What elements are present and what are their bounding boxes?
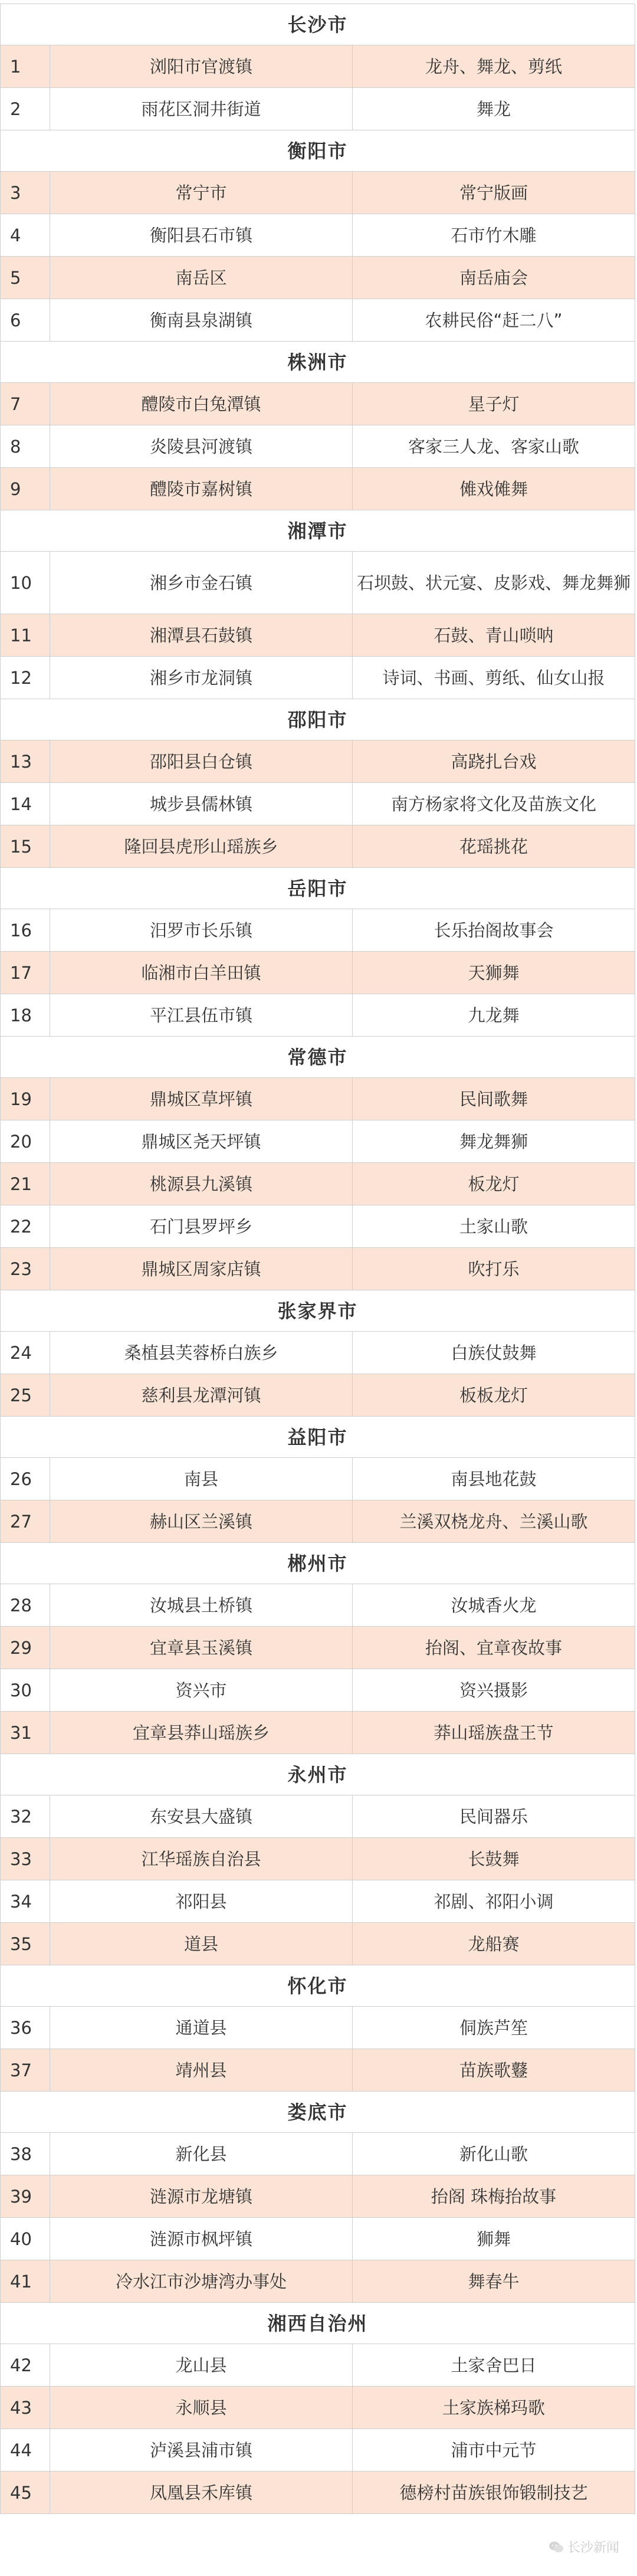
town-name: 衡南县泉湖镇 [50, 299, 353, 342]
city-name: 株洲市 [1, 342, 635, 383]
city-name: 长沙市 [1, 4, 635, 45]
row-number: 32 [1, 1795, 50, 1838]
row-number: 7 [1, 383, 50, 425]
town-name: 冷水江市沙塘湾办事处 [50, 2260, 353, 2303]
city-header-row [1, 1543, 635, 1584]
heritage-item: 苗族歌鼟 [353, 2049, 635, 2092]
watermark-text: 长沙新闻 [567, 2541, 619, 2555]
town-name: 衡阳县石市镇 [50, 214, 353, 257]
town-name: 汨罗市长乐镇 [50, 909, 353, 952]
town-name: 湘乡市龙洞镇 [50, 657, 353, 699]
heritage-item: 白族仗鼓舞 [353, 1332, 635, 1374]
table-row [1, 994, 635, 1037]
heritage-item: 土家族梯玛歌 [353, 2387, 635, 2429]
city-header-row [1, 1417, 635, 1458]
table-row [1, 1669, 635, 1712]
town-name: 鼎城区草坪镇 [50, 1078, 353, 1120]
table-row [1, 1374, 635, 1417]
table-row [1, 1458, 635, 1500]
row-number: 27 [1, 1500, 50, 1543]
city-header-row [1, 342, 635, 383]
row-number: 17 [1, 952, 50, 994]
row-number: 43 [1, 2387, 50, 2429]
heritage-item: 客家三人龙、客家山歌 [353, 425, 635, 468]
table-row [1, 909, 635, 952]
city-name: 湘潭市 [1, 510, 635, 552]
city-name: 郴州市 [1, 1543, 635, 1584]
row-number: 19 [1, 1078, 50, 1120]
city-name: 永州市 [1, 1754, 635, 1795]
heritage-item: 石鼓、青山唢呐 [353, 614, 635, 657]
table-row [1, 257, 635, 299]
city-header-row [1, 1037, 635, 1078]
heritage-item: 祁剧、祁阳小调 [353, 1880, 635, 1923]
heritage-town-table-wrapper [0, 4, 635, 2514]
row-number: 12 [1, 657, 50, 699]
row-number: 9 [1, 468, 50, 510]
table-row [1, 1838, 635, 1880]
table-row [1, 1880, 635, 1923]
row-number: 39 [1, 2175, 50, 2218]
heritage-item: 常宁版画 [353, 172, 635, 214]
row-number: 25 [1, 1374, 50, 1417]
table-row [1, 740, 635, 783]
city-name: 岳阳市 [1, 868, 635, 909]
town-name: 隆回县虎形山瑶族乡 [50, 825, 353, 868]
city-name: 衡阳市 [1, 130, 635, 172]
heritage-item: 狮舞 [353, 2218, 635, 2260]
town-name: 鼎城区周家店镇 [50, 1248, 353, 1290]
table-row [1, 2175, 635, 2218]
city-header-row [1, 2303, 635, 2344]
city-header-row [1, 1965, 635, 2007]
heritage-item: 高跷扎台戏 [353, 740, 635, 783]
heritage-item: 长鼓舞 [353, 1838, 635, 1880]
table-row [1, 1627, 635, 1669]
heritage-item: 舞春牛 [353, 2260, 635, 2303]
table-row [1, 552, 635, 614]
town-name: 涟源市枫坪镇 [50, 2218, 353, 2260]
heritage-item: 德榜村苗族银饰锻制技艺 [353, 2472, 635, 2514]
table-row [1, 1712, 635, 1754]
row-number: 23 [1, 1248, 50, 1290]
row-number: 20 [1, 1120, 50, 1163]
heritage-item: 新化山歌 [353, 2133, 635, 2175]
table-row [1, 1923, 635, 1965]
city-header-row [1, 699, 635, 740]
row-number: 38 [1, 2133, 50, 2175]
town-name: 邵阳县白仓镇 [50, 740, 353, 783]
row-number: 44 [1, 2429, 50, 2472]
table-row [1, 2007, 635, 2049]
table-row [1, 383, 635, 425]
table-row [1, 425, 635, 468]
city-name: 湘西自治州 [1, 2303, 635, 2344]
town-name: 湘潭县石鼓镇 [50, 614, 353, 657]
town-name: 宜章县莽山瑶族乡 [50, 1712, 353, 1754]
table-row [1, 88, 635, 130]
row-number: 26 [1, 1458, 50, 1500]
heritage-item: 抬阁 珠梅抬故事 [353, 2175, 635, 2218]
row-number: 41 [1, 2260, 50, 2303]
town-name: 凤凰县禾库镇 [50, 2472, 353, 2514]
town-name: 鼎城区尧天坪镇 [50, 1120, 353, 1163]
town-name: 浏阳市官渡镇 [50, 45, 353, 88]
heritage-item: 浦市中元节 [353, 2429, 635, 2472]
table-row [1, 1078, 635, 1120]
watermark [549, 2538, 619, 2556]
heritage-item: 星子灯 [353, 383, 635, 425]
table-row [1, 2429, 635, 2472]
row-number: 13 [1, 740, 50, 783]
town-name: 醴陵市嘉树镇 [50, 468, 353, 510]
town-name: 湘乡市金石镇 [50, 552, 353, 614]
town-name: 涟源市龙塘镇 [50, 2175, 353, 2218]
row-number: 37 [1, 2049, 50, 2092]
table-row [1, 825, 635, 868]
row-number: 35 [1, 1923, 50, 1965]
town-name: 南岳区 [50, 257, 353, 299]
heritage-item: 南县地花鼓 [353, 1458, 635, 1500]
row-number: 45 [1, 2472, 50, 2514]
heritage-item: 南岳庙会 [353, 257, 635, 299]
heritage-town-table [0, 4, 635, 2514]
city-header-row [1, 510, 635, 552]
table-row [1, 657, 635, 699]
town-name: 江华瑶族自治县 [50, 1838, 353, 1880]
row-number: 33 [1, 1838, 50, 1880]
row-number: 22 [1, 1205, 50, 1248]
table-row [1, 1500, 635, 1543]
city-name: 常德市 [1, 1037, 635, 1078]
row-number: 30 [1, 1669, 50, 1712]
city-name: 张家界市 [1, 1290, 635, 1332]
table-row [1, 2260, 635, 2303]
row-number: 3 [1, 172, 50, 214]
town-name: 石门县罗坪乡 [50, 1205, 353, 1248]
row-number: 28 [1, 1584, 50, 1627]
town-name: 临湘市白羊田镇 [50, 952, 353, 994]
table-row [1, 783, 635, 825]
row-number: 11 [1, 614, 50, 657]
city-header-row [1, 1754, 635, 1795]
town-name: 城步县儒林镇 [50, 783, 353, 825]
town-name: 平江县伍市镇 [50, 994, 353, 1037]
heritage-item: 民间器乐 [353, 1795, 635, 1838]
row-number: 29 [1, 1627, 50, 1669]
table-row [1, 2133, 635, 2175]
table-row [1, 2344, 635, 2387]
heritage-item: 板板龙灯 [353, 1374, 635, 1417]
town-name: 永顺县 [50, 2387, 353, 2429]
heritage-item: 龙船赛 [353, 1923, 635, 1965]
row-number: 10 [1, 552, 50, 614]
heritage-item: 民间歌舞 [353, 1078, 635, 1120]
town-name: 泸溪县浦市镇 [50, 2429, 353, 2472]
heritage-item: 农耕民俗“赶二八” [353, 299, 635, 342]
town-name: 道县 [50, 1923, 353, 1965]
row-number: 21 [1, 1163, 50, 1205]
heritage-item: 石市竹木雕 [353, 214, 635, 257]
heritage-item: 板龙灯 [353, 1163, 635, 1205]
town-name: 桃源县九溪镇 [50, 1163, 353, 1205]
town-name: 雨花区洞井街道 [50, 88, 353, 130]
table-row [1, 172, 635, 214]
city-header-row [1, 1290, 635, 1332]
heritage-item: 兰溪双桡龙舟、兰溪山歌 [353, 1500, 635, 1543]
row-number: 15 [1, 825, 50, 868]
heritage-item: 土家山歌 [353, 1205, 635, 1248]
heritage-item: 侗族芦笙 [353, 2007, 635, 2049]
town-name: 赫山区兰溪镇 [50, 1500, 353, 1543]
heritage-item: 舞龙 [353, 88, 635, 130]
table-row [1, 1120, 635, 1163]
row-number: 24 [1, 1332, 50, 1374]
town-name: 新化县 [50, 2133, 353, 2175]
table-row [1, 952, 635, 994]
heritage-item: 龙舟、舞龙、剪纸 [353, 45, 635, 88]
table-row [1, 1205, 635, 1248]
wechat-icon [549, 2541, 564, 2554]
town-name: 祁阳县 [50, 1880, 353, 1923]
town-name: 靖州县 [50, 2049, 353, 2092]
table-row [1, 2218, 635, 2260]
town-name: 汝城县土桥镇 [50, 1584, 353, 1627]
heritage-item: 诗词、书画、剪纸、仙女山报 [353, 657, 635, 699]
city-header-row [1, 2092, 635, 2133]
table-row [1, 2387, 635, 2429]
heritage-item: 傩戏傩舞 [353, 468, 635, 510]
row-number: 6 [1, 299, 50, 342]
city-name: 益阳市 [1, 1417, 635, 1458]
town-name: 宜章县玉溪镇 [50, 1627, 353, 1669]
heritage-item: 抬阁、宜章夜故事 [353, 1627, 635, 1669]
city-name: 邵阳市 [1, 699, 635, 740]
city-header-row [1, 130, 635, 172]
table-row [1, 1584, 635, 1627]
table-row [1, 1332, 635, 1374]
table-row [1, 1795, 635, 1838]
row-number: 14 [1, 783, 50, 825]
town-name: 醴陵市白兔潭镇 [50, 383, 353, 425]
row-number: 34 [1, 1880, 50, 1923]
town-name: 龙山县 [50, 2344, 353, 2387]
table-row [1, 614, 635, 657]
row-number: 1 [1, 45, 50, 88]
city-name: 怀化市 [1, 1965, 635, 2007]
town-name: 常宁市 [50, 172, 353, 214]
heritage-item: 南方杨家将文化及苗族文化 [353, 783, 635, 825]
row-number: 16 [1, 909, 50, 952]
table-row [1, 1248, 635, 1290]
heritage-item: 九龙舞 [353, 994, 635, 1037]
heritage-item: 长乐抬阁故事会 [353, 909, 635, 952]
heritage-item: 舞龙舞狮 [353, 1120, 635, 1163]
table-row [1, 2472, 635, 2514]
town-name: 南县 [50, 1458, 353, 1500]
city-header-row [1, 4, 635, 45]
town-name: 桑植县芙蓉桥白族乡 [50, 1332, 353, 1374]
row-number: 18 [1, 994, 50, 1037]
row-number: 4 [1, 214, 50, 257]
heritage-item: 天狮舞 [353, 952, 635, 994]
row-number: 5 [1, 257, 50, 299]
table-body [1, 4, 635, 2514]
town-name: 东安县大盛镇 [50, 1795, 353, 1838]
heritage-item: 土家舍巴日 [353, 2344, 635, 2387]
table-row [1, 468, 635, 510]
heritage-item: 花瑶挑花 [353, 825, 635, 868]
table-row [1, 214, 635, 257]
town-name: 通道县 [50, 2007, 353, 2049]
town-name: 慈利县龙潭河镇 [50, 1374, 353, 1417]
city-name: 娄底市 [1, 2092, 635, 2133]
heritage-item: 莽山瑶族盘王节 [353, 1712, 635, 1754]
table-row [1, 1163, 635, 1205]
row-number: 31 [1, 1712, 50, 1754]
town-name: 资兴市 [50, 1669, 353, 1712]
table-row [1, 2049, 635, 2092]
heritage-item: 汝城香火龙 [353, 1584, 635, 1627]
table-row [1, 45, 635, 88]
row-number: 2 [1, 88, 50, 130]
city-header-row [1, 868, 635, 909]
row-number: 36 [1, 2007, 50, 2049]
row-number: 8 [1, 425, 50, 468]
table-row [1, 299, 635, 342]
heritage-item: 资兴摄影 [353, 1669, 635, 1712]
heritage-item: 吹打乐 [353, 1248, 635, 1290]
town-name: 炎陵县河渡镇 [50, 425, 353, 468]
row-number: 42 [1, 2344, 50, 2387]
row-number: 40 [1, 2218, 50, 2260]
heritage-item: 石坝鼓、状元宴、皮影戏、舞龙舞狮 [353, 552, 635, 614]
